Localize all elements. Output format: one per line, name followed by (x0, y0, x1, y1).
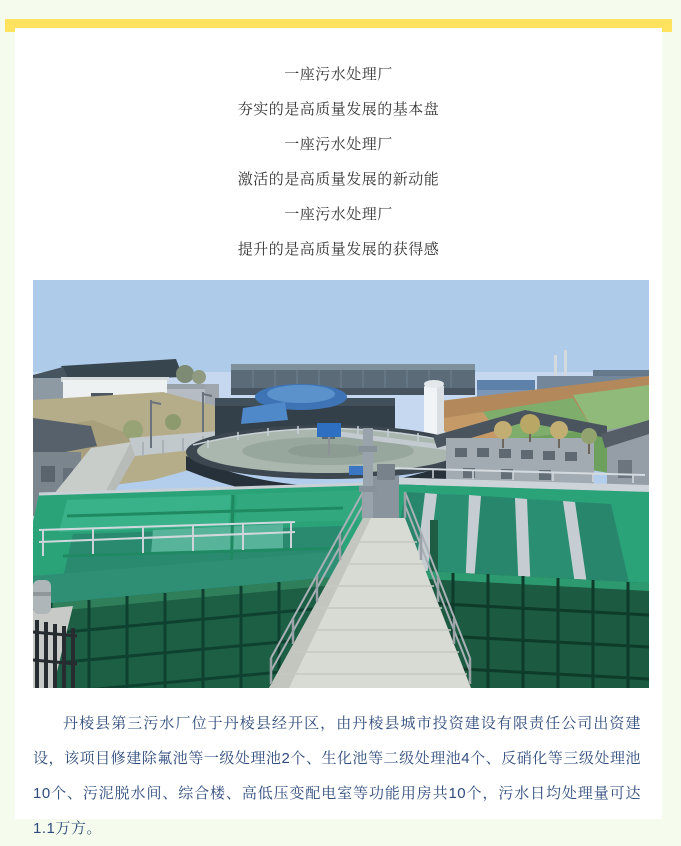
headline-block (15, 57, 662, 267)
plant-photo[interactable] (33, 280, 649, 688)
headline-line: 夯实的是高质量发展的基本盘 (237, 101, 440, 118)
plant-photo-illustration (33, 280, 649, 688)
headline-line: 一座污水处理厂 (284, 66, 393, 83)
headline-line: 激活的是高质量发展的新动能 (237, 171, 440, 188)
content-panel (15, 28, 662, 837)
body-paragraph: 丹棱县第三污水厂位于丹棱县经开区，由丹棱县城市投资建设有限责任公司出资建设，该项目修建除氟池等一级处理池2个、生化池等二级处理池4个、反硝化等三级处理池10个、污泥脱水间、综合楼、高低压变配电室等功能用房共10个，污水日均处理量可达1.1万方。 (33, 715, 641, 837)
headline-line: 一座污水处理厂 (284, 206, 393, 223)
headline-line: 提升的是高质量发展的获得感 (237, 241, 440, 258)
headline-line: 一座污水处理厂 (284, 136, 393, 153)
